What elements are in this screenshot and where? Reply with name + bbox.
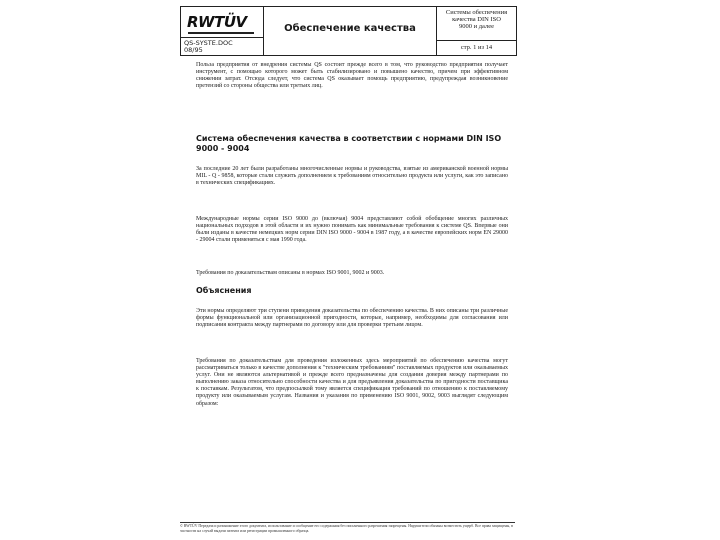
intro-paragraph: Польза предприятия от внедрения системы QS состоит прежде всего в том, что руководство предприятия получает инструмент, с помощью которого может быть стабилизировано и повышено качество, причем при эффективном снижении затрат. Отсюда следует, что система QS оказывает помощь предприятию, предупреждая возникновение претензий со стороны общества или третьих лиц.: [196, 62, 508, 90]
standard-line-1: Системы обеспечения: [445, 9, 508, 16]
document-code-date: 08/95: [184, 46, 203, 54]
title-cell: [264, 7, 437, 55]
standard-line-3: 9000 и далее: [459, 23, 494, 31]
page-number: стр. 1 из 14: [460, 44, 493, 51]
document-header: [180, 6, 517, 56]
standard-reference: [439, 9, 514, 31]
section-heading-quality-system: Система обеспечения качества в соответствии с нормами DIN ISO 9000 - 9004: [196, 134, 502, 153]
paragraph-evidence-requirements: Требования по доказательствам для проведения изложенных здесь мероприятий по обеспечению качества могут рассматриваться только в качестве дополнения к "техническим требованиям" поставляемых продуктов или оказываемых услуг. Они не являются альтернативой и прежде всего предназначены для создания доверия между партнерами по выполнению заказа относительно способности качества и для предъявления доказательства по пригодности поставщика к поставкам. Результатом, что предпосылкой тому является спецификация требований по отношению к поставляемому продукту или оказываемым услугам. Названия и указания по применению ISO 9001, 9002, 9003 выглядят следующим образом:: [196, 358, 508, 407]
document-code: [184, 40, 233, 54]
section-heading-explanations: Объяснения: [196, 286, 252, 295]
logo-underline: [188, 32, 254, 34]
paragraph-history: За последние 20 лет были разработаны многочисленные нормы и руководства, взятые из американской военной нормы MIL - Q - 9858, которые стали служить дополнением к требованиям относительно продукта или услуги, как это записано в технических спецификациях.: [196, 166, 508, 187]
paragraph-requirements: Требования по доказательствам описаны в нормах ISO 9001, 9002 и 9003.: [196, 270, 385, 276]
logo-cell: [181, 7, 264, 55]
document-sheet: [180, 6, 518, 536]
standard-cell: [437, 7, 516, 55]
paragraph-norm-levels: Эти нормы определяют три ступени приведения доказательства по обеспечению качества. В них описаны три различные формы функциональной или организационной пригодности, которые, например, необходимы для согласования или подписания контракта между партнерами по договору или для проверки третьим лицом.: [196, 308, 508, 329]
standard-line-2: качества DIN ISO: [452, 16, 501, 24]
paragraph-international-norms: Международные нормы серии ISO 9000 до (включая) 9004 представляют собой обобщение многих различных национальных подходов в этой области и их нужно понимать как минимальные требования к системе QS. Впервые они были изданы в качестве немецких норм серии DIN ISO 9000 - 9004 в 1987 году, а в качестве европейских норм EN 29000 - 29004 стали применяться с мая 1990 года.: [196, 216, 508, 244]
logo-cell-divider: [181, 37, 263, 38]
copyright-notice: © RWTÜV Передача и размножение этого документа, использование и сообщение его содержания без письменного разрешения запрещены. Нарушители обязаны возместить ущерб. Все права защищены, в частности на случай выдачи патента или регистрации промышленного образца.: [180, 524, 513, 533]
rwtuv-logo: RWTÜV: [187, 13, 247, 31]
document-title: Обеспечение качества: [284, 23, 416, 34]
document-code-name: QS-SYSTE.DOC: [184, 39, 233, 47]
footer-divider: [180, 522, 515, 523]
standard-cell-divider: [437, 40, 516, 41]
